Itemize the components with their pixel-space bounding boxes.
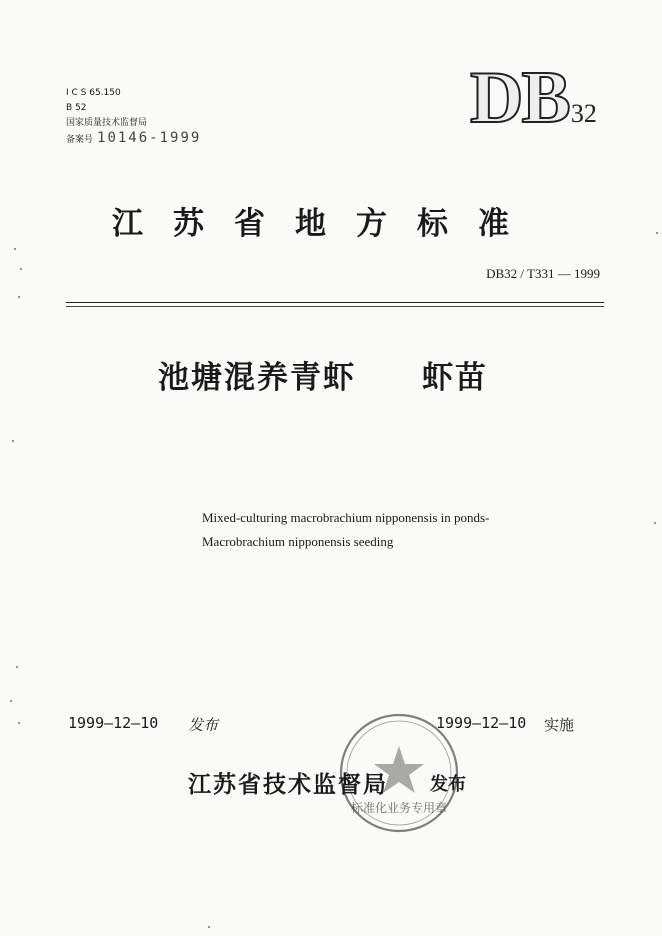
authority-name: 国家质量技术监督局 xyxy=(66,118,148,128)
issuer: 江苏省技术监督局 xyxy=(188,772,388,798)
registration-number: 10146-1999 xyxy=(97,130,202,146)
registration-label: 备案号 xyxy=(66,135,94,145)
ics-code: I C S 65.150 xyxy=(66,88,121,98)
divider-thin xyxy=(66,306,604,307)
effective-date: 1999—12—10 xyxy=(436,714,527,732)
standard-title: 江苏省地方标准 xyxy=(112,206,539,242)
db-logo xyxy=(470,56,597,141)
ccs-code: B 52 xyxy=(66,103,87,113)
issue-word: 发布 xyxy=(430,774,466,795)
english-title xyxy=(202,506,489,554)
english-title-line1: Mixed-culturing macrobrachium nipponensis in ponds- xyxy=(202,510,490,525)
divider xyxy=(66,302,604,303)
db-logo-sub: 32 xyxy=(570,99,597,128)
publish-label: 发布 xyxy=(188,716,219,734)
db-logo-main: DB xyxy=(470,57,569,139)
publish-date: 1999—12—10 xyxy=(68,714,159,732)
document-title: 池塘混养青虾 虾苗 xyxy=(158,360,488,396)
standard-code: DB32 / T331 — 1999 xyxy=(486,266,600,281)
english-title-line2: Macrobrachium nipponensis seeding xyxy=(202,534,394,549)
metadata-block xyxy=(66,86,201,148)
seal-text: 标准化业务专用章 xyxy=(350,801,448,815)
effective-label: 实施 xyxy=(544,716,575,734)
registration-line xyxy=(66,131,201,148)
